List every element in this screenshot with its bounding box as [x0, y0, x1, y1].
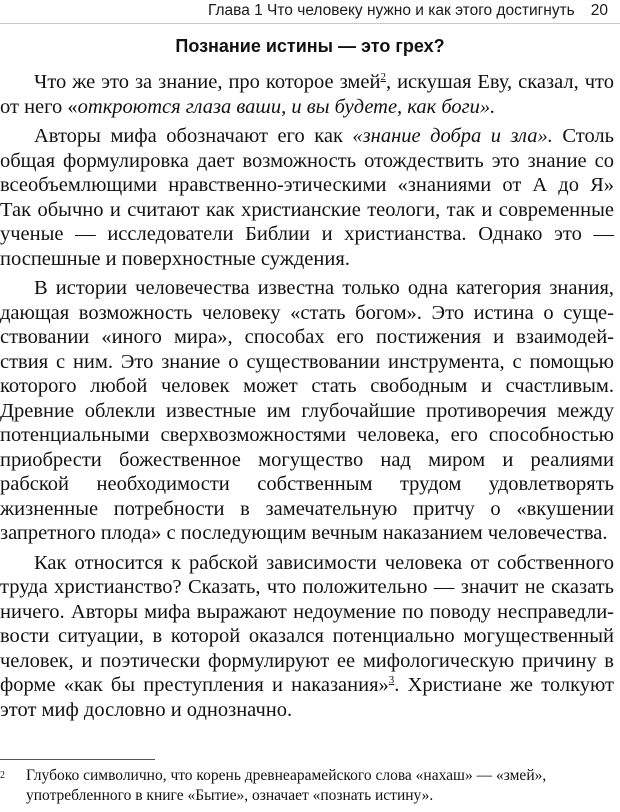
text-run: потенциальными сверхвозможностями человека, его способностью — [0, 424, 614, 446]
text-line — [0, 173, 614, 198]
text-line — [0, 325, 614, 350]
text-line — [0, 600, 614, 625]
text-line — [0, 649, 614, 674]
chapter-title: Глава 1 Что человеку нужно и как этого достигнуть — [207, 2, 575, 19]
text-line — [0, 222, 614, 247]
footnote-marker: 2 — [0, 770, 5, 781]
text-run: которого любой человек может стать свободным и счастливым. — [0, 375, 614, 397]
text-run: труда христианство? Сказать, что положительно — значит не сказать — [0, 576, 614, 598]
text-run: Что же это за знание, про которое змей — [34, 71, 381, 93]
text-run: Как относится к рабской зависимости человека от собственного — [34, 551, 614, 574]
text-line — [0, 301, 614, 326]
text-line — [0, 247, 614, 272]
footnote-line: Глубоко символично, что корень древнеарамейского слова «нахаш» — «змей», — [26, 767, 547, 784]
paragraph — [0, 70, 614, 119]
text-line — [0, 448, 614, 473]
text-run: В истории человечества известна только одна категория знания, — [34, 277, 614, 299]
text-line — [0, 124, 614, 149]
footnote-line: употребленного в книге «Бытие», означает «познать истину». — [26, 786, 434, 804]
paragraph — [0, 551, 614, 723]
text-line — [0, 198, 614, 223]
text-line — [0, 698, 614, 723]
italic-quote: «знание добра и зла». — [352, 125, 553, 147]
text-line — [0, 497, 614, 522]
text-run: , искушая Еву, сказал, что — [385, 71, 614, 93]
text-run: поспешные и поверхностные суждения. — [0, 247, 350, 270]
text-line — [0, 149, 614, 174]
text-run: этот миф дословно и однозначно. — [0, 698, 293, 721]
text-run: приобрести божественное могущество над миром и реалиями — [0, 448, 614, 471]
text-run: запретного плода» с последующим вечным наказанием человечества. — [0, 522, 608, 544]
text-run: ствия с ним. Это знание о существовании инструмента, с помощью — [0, 350, 614, 373]
text-line — [0, 399, 614, 424]
footnote-reference: 3 — [388, 674, 395, 687]
text-run: Авторы мифа обозначают его как — [34, 125, 353, 147]
text-run: Столь — [552, 125, 614, 147]
text-line — [0, 350, 614, 375]
text-line — [0, 551, 614, 576]
text-run: всеобъемлющими нравственно-этическими «знаниями от А до Я» — [0, 174, 614, 196]
italic-quote: откроются глаза ваши, и вы будете, как боги». — [77, 95, 496, 118]
footnote — [0, 766, 614, 805]
footnote-divider — [0, 759, 155, 760]
text-line — [0, 472, 614, 497]
text-run: ничего. Авторы мифа выражают недоумение по поводу несправедли- — [0, 600, 614, 623]
running-header — [0, 2, 608, 20]
text-line — [0, 624, 614, 649]
text-run: ствовании «иного мира», способах его постижения и взаимодей- — [0, 326, 614, 348]
text-line — [0, 276, 614, 301]
text-line — [0, 575, 614, 600]
text-line — [0, 673, 614, 698]
text-line — [0, 374, 614, 399]
text-line — [0, 521, 614, 546]
text-run: дающая возможность человеку «стать богом». Это истина о суще- — [0, 301, 614, 324]
text-run: жизненные потребности в замечательную притчу о «вкушении — [0, 497, 614, 520]
page-number: 20 — [590, 2, 608, 19]
paragraph — [0, 276, 614, 546]
text-run: форме «как бы преступления и наказания» — [0, 674, 389, 696]
text-run: от него « — [0, 95, 78, 118]
text-run: ученые — исследователи Библии и христианства. Однако это — — [0, 223, 614, 245]
text-run: вости ситуации, в которой оказался потенциально могущественный — [0, 625, 614, 647]
paragraph — [0, 124, 614, 271]
text-line — [0, 95, 614, 120]
footnote-reference: 2 — [380, 71, 386, 84]
text-run: Так обычно и считают как христианские теологи, так и современные — [0, 198, 614, 221]
text-line — [0, 70, 614, 95]
text-run: . Христиане же толкуют — [394, 674, 614, 696]
text-run: рабской необходимости собственным трудом удовлетворять — [0, 473, 614, 495]
text-run: Древние облекли известные им глубочайшие противоречия между — [0, 399, 614, 422]
footnote-text — [26, 766, 614, 805]
text-line — [0, 423, 614, 448]
text-run: человек, и поэтически формулируют ее мифологическую причину в — [0, 649, 614, 672]
text-run: общая формулировка дает возможность отождествить это знание со — [0, 149, 614, 172]
section-title: Познание истины — это грех? — [175, 36, 445, 56]
body-text — [0, 70, 614, 727]
header-divider — [0, 23, 620, 24]
